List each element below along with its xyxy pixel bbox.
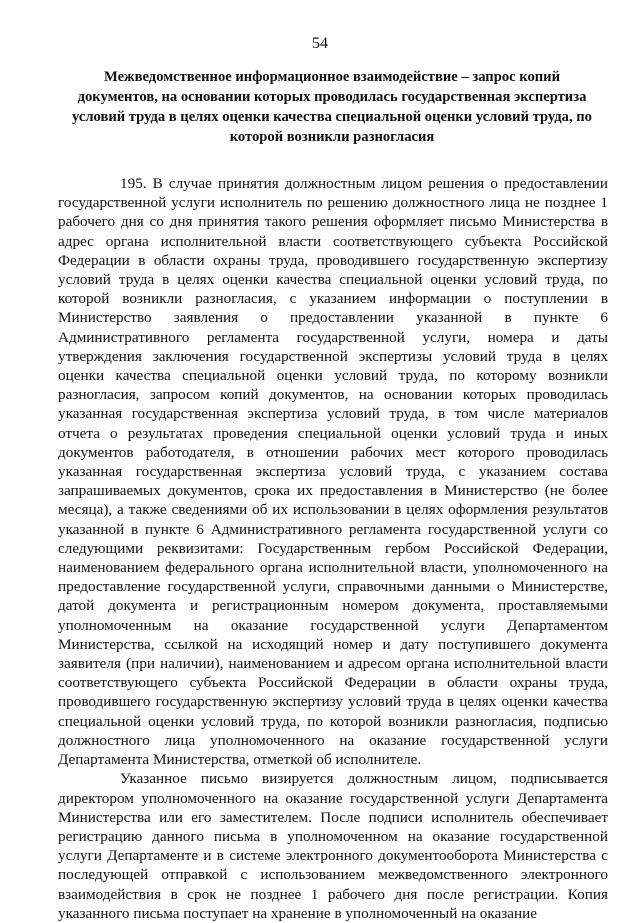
page-number: 54 bbox=[312, 35, 328, 52]
body-text bbox=[58, 174, 608, 923]
paragraph-letter-approval: Указанное письмо визируется должностным лицом, подписывается директором уполномоченного на оказание государственной услуги Департамента Министерства или его заместителем. После подписи исполнитель обеспечивает регистрацию данного письма в уполномоченном на оказание государственной услуги Департаменте и в системе электронного документооборота Министерства с последующей отправкой с использованием межведомственного электронного взаимодействия в срок не позднее 1 рабочего дня после регистрации. Копия указанного письма поступает на хранение в уполномоченный на оказание bbox=[58, 770, 608, 922]
section-heading: Межведомственное информационное взаимодействие – запрос копий документов, на основании которых проводилась государственная экспертиза условий труда в целях оценки качества специальной оценки условий труда, по которой возникли разногласия bbox=[72, 69, 592, 145]
paragraph-195: 195. В случае принятия должностным лицом решения о предоставлении государственной услуги исполнитель по решению должностного лица не позднее 1 рабочего дня со дня принятия такого решения оформляет письмо Министерства в адрес органа исполнительной власти соответствующего субъекта Российской Федерации в области охраны труда, проводившего государственную экспертизу условий труда в целях оценки качества специальной оценки условий труда, по которой возникли разногласия, с указанием информации о поступлении в Министерство заявления о предоставлении указанной в пункте 6 Административного регламента государственной услуги, номера и даты утверждения заключения государственной экспертизы условий труда в целях оценки качества специальной оценки условий труда, по которому возникли разногласия, запросом копий документов, на основании которых проводилась указанная государственная экспертиза условий труда, в том числе материалов отчета о результатах проведения специальной оценки условий труда и иных документов работодателя, в отношении рабочих мест которого проводилась указанная государственная экспертиза условий труда, с указанием состава запрашиваемых документов, срока их предоставления в Министерство (не более месяца), а также сведениями об их использовании в целях оформления результатов указанной в пункте 6 Административного регламента государственной услуги со следующими реквизитами: Государственным гербом Российской Федерации, наименованием федерального органа исполнительной власти, уполномоченного на предоставление государственной услуги, справочными данными о Министерстве, датой документа и регистрационным номером документа, проставляемыми уполномоченным на оказание государственной услуги Департаментом Министерства, ссылкой на исходящий номер и дату поступившего документа заявителя (при наличии), наименованием и адресом органа исполнительной власти соответствующего субъекта Российской Федерации в области охраны труда, проводившего государственную экспертизу условий труда в целях оценки качества специальной оценки условий труда, по которой возникли разногласия, подписью должностного лица уполномоченного на оказание государственной услуги Департамента Министерства, отметкой об исполнителе. bbox=[58, 175, 608, 769]
